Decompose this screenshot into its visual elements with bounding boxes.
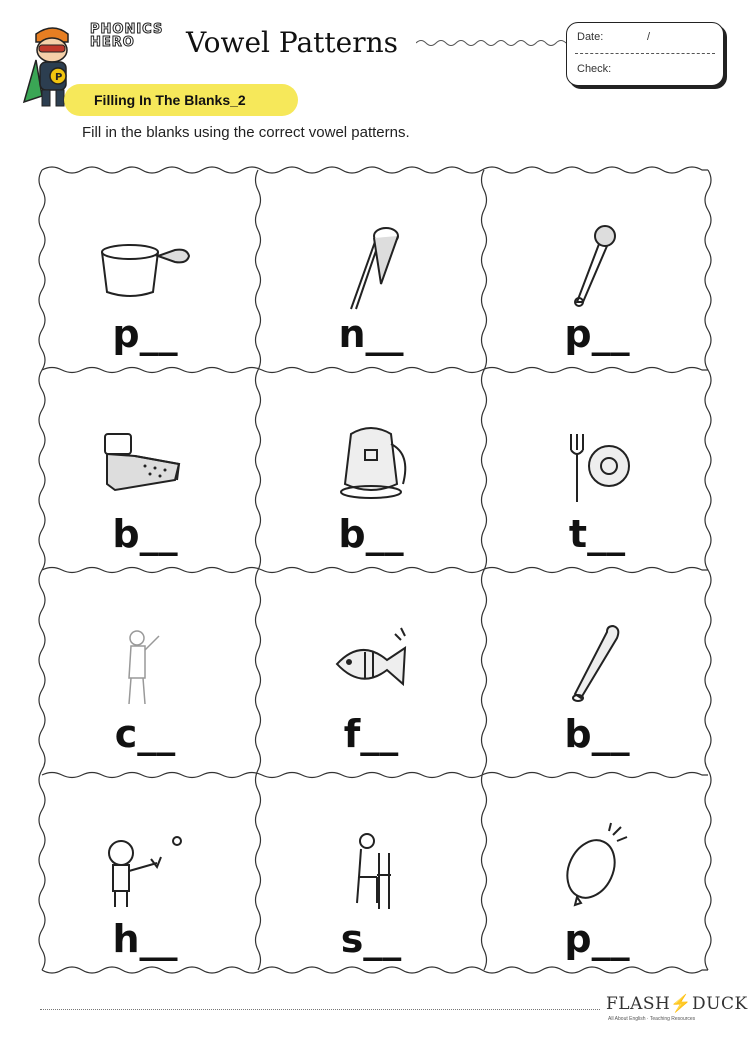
lightning-icon: ⚡ <box>670 994 693 1014</box>
svg-text:P: P <box>55 72 63 83</box>
pan-icon <box>95 214 195 314</box>
blank-word: t__ <box>568 512 626 556</box>
brand-line-2: HERO <box>90 35 135 50</box>
blank-word: h__ <box>112 917 178 961</box>
hit-icon <box>95 819 195 919</box>
brand-line-1: PHONICS <box>90 22 164 37</box>
flash-duck-logo <box>606 994 748 1014</box>
logo-tagline: All About English · Teaching Resources <box>608 1016 696 1022</box>
blank-word: c__ <box>114 712 176 756</box>
page-title: Vowel Patterns <box>186 26 399 59</box>
instruction-text: Fill in the blanks using the correct vowel patterns. <box>82 124 410 141</box>
grid-cell <box>258 370 484 575</box>
check-label: Check: <box>577 63 612 75</box>
decorative-wave-line <box>416 38 566 48</box>
footer-dotted-line <box>40 1009 600 1010</box>
safety-pin-icon <box>547 214 647 314</box>
subtitle-banner <box>64 84 298 116</box>
subtitle-text: Filling In The Blanks_2 <box>94 92 246 108</box>
fish-icon <box>321 614 421 714</box>
blank-word: f__ <box>343 712 399 756</box>
bat-icon <box>547 614 647 714</box>
date-label: Date: <box>577 31 604 43</box>
grid-cell <box>484 170 710 375</box>
worksheet-grid <box>32 160 718 980</box>
brand-logo <box>90 24 163 49</box>
bed-icon <box>95 414 195 514</box>
date-slash: / <box>647 31 651 43</box>
grid-cell <box>484 370 710 575</box>
donut-fork-icon <box>547 414 647 514</box>
blank-word: n__ <box>338 312 404 356</box>
grid-cell <box>258 570 484 775</box>
date-check-box <box>566 22 724 86</box>
grid-cell <box>32 170 258 375</box>
grid-cell <box>484 775 710 980</box>
grid-cell <box>258 170 484 375</box>
grid-cell <box>484 570 710 775</box>
pop-balloon-icon <box>547 819 647 919</box>
grid-cell <box>258 775 484 980</box>
blank-word: b__ <box>338 512 404 556</box>
blank-word: b__ <box>564 712 630 756</box>
blank-word: p__ <box>564 917 630 961</box>
blank-word: s__ <box>340 917 402 961</box>
sit-icon <box>321 819 421 919</box>
grid-cell <box>32 370 258 575</box>
cop-icon <box>95 614 195 714</box>
grid-cell <box>32 775 258 980</box>
blank-word: b__ <box>112 512 178 556</box>
blank-word: p__ <box>564 312 630 356</box>
grid-cell <box>32 570 258 775</box>
blank-word: p__ <box>112 312 178 356</box>
date-divider <box>575 53 715 54</box>
logo-right-text: DUCK <box>692 994 748 1014</box>
logo-left-text: FLASH <box>606 994 671 1014</box>
net-icon <box>321 214 421 314</box>
bag-icon <box>321 414 421 514</box>
